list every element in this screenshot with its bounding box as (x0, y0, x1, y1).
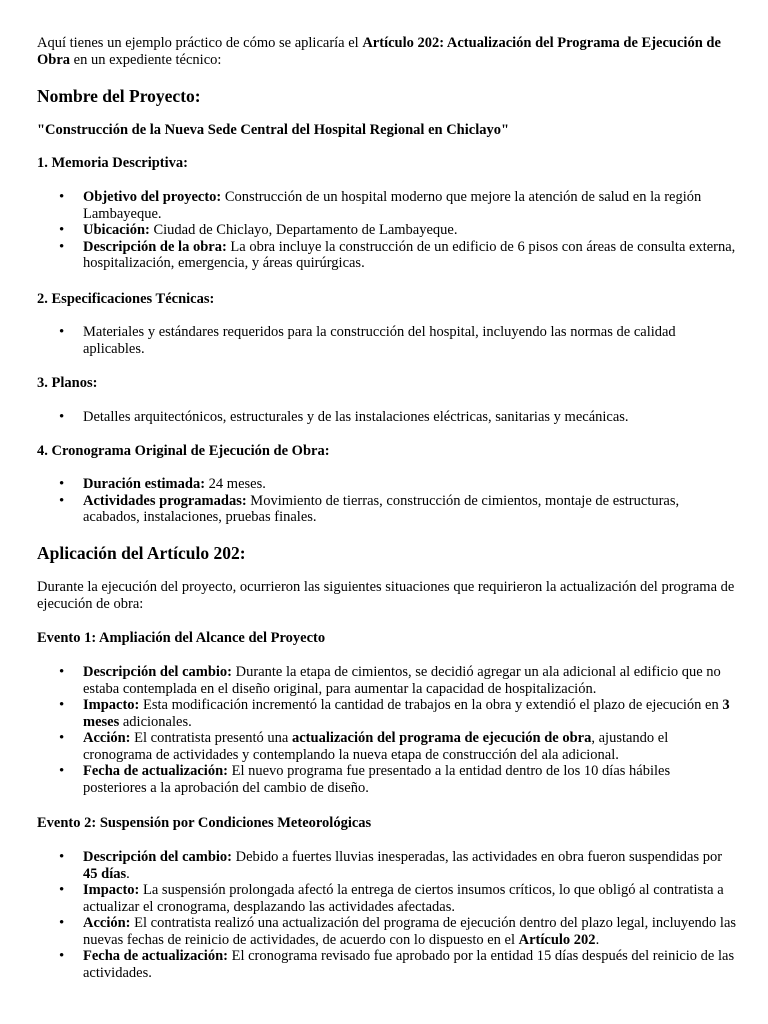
cronograma-list (37, 476, 737, 526)
project-heading: Nombre del Proyecto: (37, 86, 201, 106)
item-text: La suspensión prolongada afectó la entrega de ciertos insumos críticos, lo que obligó al contratista a actualizar el cronograma, desplazando las actividades afectadas. (83, 882, 724, 915)
item-emphasis: 3 meses (83, 697, 730, 730)
list-item (37, 239, 737, 272)
item-text: El cronograma revisado fue aprobado por la entidad 15 días después del reinicio de las actividades. (83, 948, 735, 981)
list-item (37, 730, 737, 763)
item-text: Esta modificación incrementó la cantidad de trabajos en la obra y extendió el plazo de ejecución en (139, 697, 723, 713)
list-item (37, 882, 737, 915)
list-item (37, 189, 737, 222)
aplicacion-paragraph: Durante la ejecución del proyecto, ocurrieron las siguientes situaciones que requirieron la actualización del programa de ejecución de obra: (37, 579, 735, 612)
item-label: Duración estimada: (83, 476, 206, 492)
evento2-list (37, 849, 737, 981)
project-name: "Construcción de la Nueva Sede Central del Hospital Regional en Chiclayo" (37, 122, 510, 138)
item-label: Objetivo del proyecto: (83, 189, 222, 205)
item-text-end: . (595, 931, 600, 948)
item-label: Descripción del cambio: (83, 849, 233, 865)
item-emphasis: Artículo 202 (518, 931, 596, 948)
evento1-heading: Evento 1: Ampliación del Alcance del Proyecto (37, 630, 326, 646)
memoria-list (37, 189, 737, 272)
aplicacion-heading: Aplicación del Artículo 202: (37, 543, 246, 563)
item-label: Fecha de actualización: (83, 763, 228, 779)
item-text: El contratista realizó una actualización del programa de ejecución dentro del plazo legal, incluyendo las nuevas fechas de reinicio de actividades, de acuerdo con lo dispuesto en el (83, 915, 737, 948)
planos-list (37, 409, 737, 426)
item-text: Ciudad de Chiclayo, Departamento de Lambayeque. (149, 222, 458, 238)
item-text-end: , ajustando el cronograma de actividades y contemplando la nueva etapa de construcción del ala adicional. (83, 730, 669, 763)
item-label: Ubicación: (83, 222, 150, 238)
especificaciones-list (37, 324, 737, 357)
item-text: El contratista presentó una (130, 730, 292, 746)
memoria-heading: 1. Memoria Descriptiva: (37, 155, 188, 171)
item-text: Debido a fuertes lluvias inesperadas, las actividades en obra fueron suspendidas por (232, 849, 723, 865)
list-item: • Detalles arquitectónicos, estructurales y de las instalaciones eléctricas, sanitarias y mecánicas. (37, 409, 737, 426)
intro-text: Aquí tienes un ejemplo práctico de cómo se aplicaría el (37, 35, 363, 51)
item-text: El nuevo programa fue presentado a la entidad dentro de los 10 días hábiles posteriores a la aprobación del cambio de diseño. (83, 763, 671, 796)
item-text: Construcción de un hospital moderno que mejore la atención de salud en la región Lambayeque. (83, 189, 702, 222)
item-label: Descripción de la obra: (83, 238, 227, 255)
planos-heading: 3. Planos: (37, 375, 98, 391)
item-text: Movimiento de tierras, construcción de cimientos, montaje de estructuras, acabados, instalaciones, pruebas finales. (83, 492, 680, 525)
evento1-list (37, 664, 737, 796)
item-label: Acción: (83, 915, 131, 931)
intro-paragraph (37, 35, 737, 68)
item-label: Impacto: (83, 697, 140, 713)
cronograma-heading: 4. Cronograma Original de Ejecución de Obra: (37, 443, 330, 459)
list-item (37, 915, 737, 948)
item-text: La obra incluye la construcción de un edificio de 6 pisos con áreas de consulta externa, hospitalización, emergencia, y áreas quirúrgicas. (83, 238, 736, 271)
item-label: Impacto: (83, 882, 140, 898)
list-item: • Materiales y estándares requeridos para la construcción del hospital, incluyendo las normas de calidad aplicables. (37, 324, 737, 357)
intro-article-title: Artículo 202: Actualización del Programa de Ejecución de Obra (37, 35, 721, 68)
list-item (37, 763, 737, 796)
item-text: 24 meses. (205, 476, 266, 492)
intro-text-end: en un expediente técnico: (70, 51, 222, 68)
list-item (37, 948, 737, 981)
item-emphasis: actualización del programa de ejecución de obra (291, 730, 592, 746)
list-item (37, 222, 737, 239)
item-emphasis: 45 días (83, 865, 127, 882)
item-label: Actividades programadas: (83, 492, 247, 509)
list-item (37, 697, 737, 730)
especificaciones-heading: 2. Especificaciones Técnicas: (37, 291, 215, 307)
evento2-heading: Evento 2: Suspensión por Condiciones Meteorológicas (37, 815, 372, 831)
item-label: Acción: (83, 730, 131, 746)
item-text: Durante la etapa de cimientos, se decidió agregar un ala adicional al edificio que no estaba contemplada en el diseño original, para aumentar la capacidad de hospitalización. (83, 664, 721, 697)
list-item (37, 664, 737, 697)
list-item (37, 849, 737, 882)
list-item (37, 476, 737, 493)
item-label: Fecha de actualización: (83, 948, 228, 964)
item-text-end: . (126, 865, 130, 882)
item-text-end: adicionales. (119, 713, 192, 730)
list-item (37, 493, 737, 526)
item-label: Descripción del cambio: (83, 664, 233, 680)
